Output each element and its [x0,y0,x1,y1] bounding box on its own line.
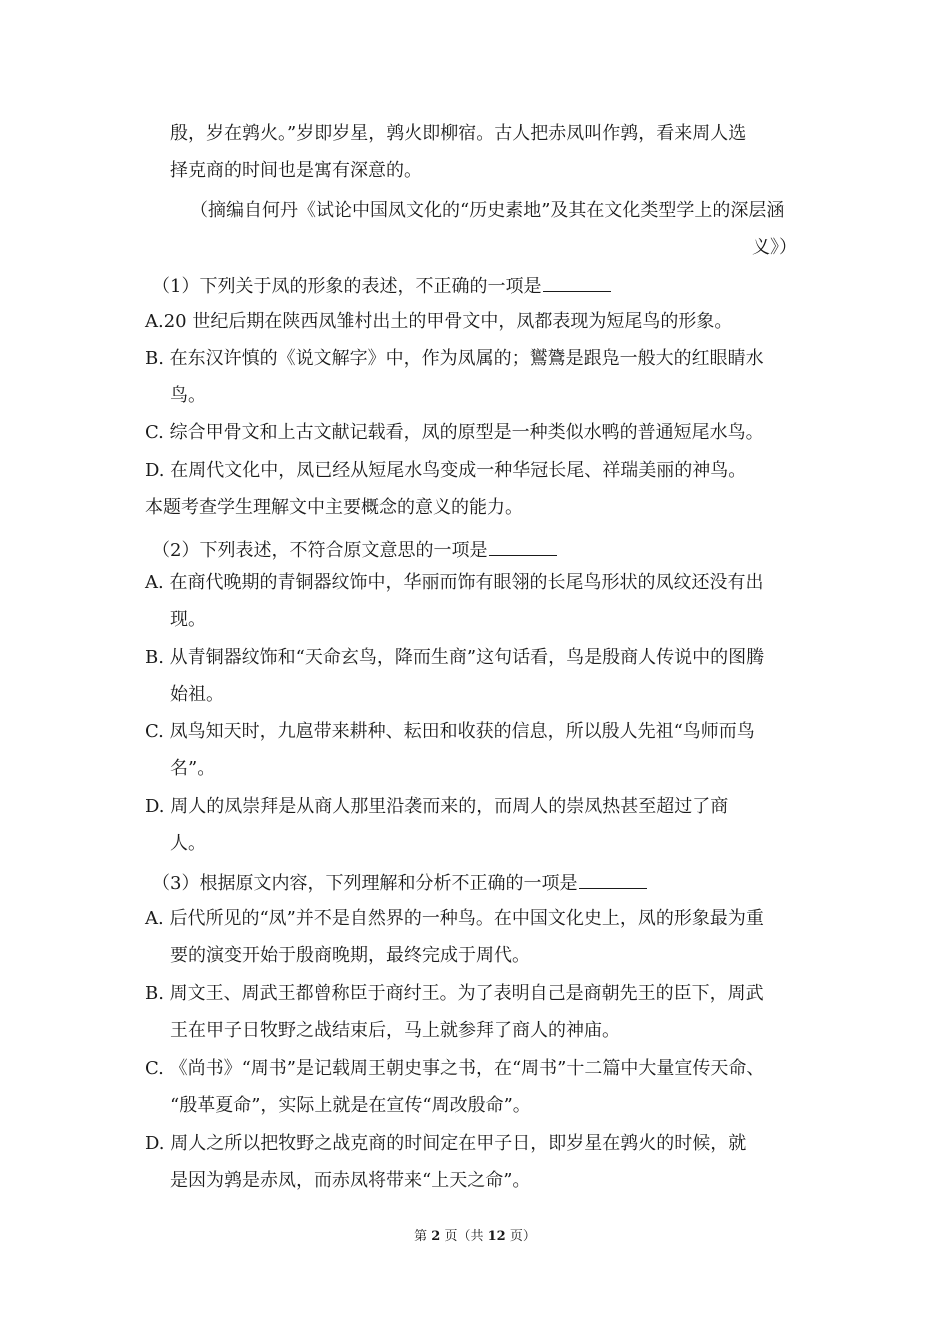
footer-middle: 页（共 [444,1229,484,1244]
answer-blank [579,870,647,889]
option-b-continued: 王在甲子日牧野之战结束后，马上就参拜了商人的神庙。 [170,1020,620,1041]
option-b: B. 在东汉许慎的《说文解字》中，作为凤属的；鸑鷟是跟凫一般大的红眼睛水 [145,348,764,369]
question-3-prompt [152,870,647,896]
footer-suffix: 页） [509,1229,536,1244]
option-d: D. 在周代文化中，凤已经从短尾水鸟变成一种华冠长尾、祥瑞美丽的神鸟。 [145,460,747,481]
option-c: C. 综合甲骨文和上古文献记载看，凤的原型是一种类似水鸭的普通短尾水鸟。 [145,422,764,443]
option-c-continued: 名”。 [170,758,216,779]
answer-note: 本题考查学生理解文中主要概念的意义的能力。 [145,497,523,518]
citation-line: 义》） [752,237,797,258]
question-1-prompt [152,273,611,299]
option-a: A. 后代所见的“凤”并不是自然界的一种鸟。在中国文化史上，凤的形象最为重 [145,908,764,929]
question-2-text: （2）下列表述，不符合原文意思的一项是 [152,540,488,561]
footer-prefix: 第 [414,1229,428,1244]
option-b-continued: 始祖。 [170,684,224,705]
option-d-continued: 是因为鹑是赤凤，而赤凤将带来“上天之命”。 [170,1170,531,1191]
question-3-text: （3）根据原文内容，下列理解和分析不正确的一项是 [152,873,578,894]
option-d-continued: 人。 [170,833,206,854]
option-b: B. 周文王、周武王都曾称臣于商纣王。为了表明自己是商朝先王的臣下，周武 [145,983,764,1004]
page-footer [0,1228,950,1246]
answer-blank [543,273,611,292]
option-d: D. 周人之所以把牧野之战克商的时间定在甲子日，即岁星在鹑火的时候，就 [145,1133,747,1154]
option-c: C. 凤鸟知天时，九扈带来耕种、耘田和收获的信息，所以殷人先祖“鸟师而鸟 [145,721,755,742]
option-a-continued: 现。 [170,609,206,630]
answer-blank [489,537,557,556]
passage-line: 殷，岁在鹑火。”岁即岁星，鹑火即柳宿。古人把赤凤叫作鹑，看来周人选 [170,123,747,144]
option-b-continued: 鸟。 [170,385,206,406]
question-1-text: （1）下列关于凤的形象的表述，不正确的一项是 [152,276,542,297]
option-a-continued: 要的演变开始于殷商晚期，最终完成于周代。 [170,945,530,966]
passage-line: 择克商的时间也是寓有深意的。 [170,160,422,181]
option-c: C. 《尚书》“周书”是记载周王朝史事之书，在“周书”十二篇中大量宣传天命、 [145,1058,765,1079]
total-page-count: 12 [487,1229,506,1244]
question-2-prompt [152,537,557,563]
citation-line: （摘编自何丹《试论中国凤文化的“历史素地”及其在文化类型学上的深层涵 [190,200,785,221]
option-c-continued: “殷革夏命”，实际上就是在宣传“周改殷命”。 [170,1095,531,1116]
option-b: B. 从青铜器纹饰和“天命玄鸟，降而生商”这句话看，鸟是殷商人传说中的图腾 [145,647,765,668]
option-a: A. 在商代晚期的青铜器纹饰中，华丽而饰有眼翎的长尾鸟形状的凤纹还没有出 [145,572,764,593]
current-page-number: 2 [431,1229,441,1244]
option-d: D. 周人的凤崇拜是从商人那里沿袭而来的，而周人的崇凤热甚至超过了商 [145,796,729,817]
option-a: A.20 世纪后期在陕西凤雏村出土的甲骨文中，凤都表现为短尾鸟的形象。 [145,311,733,332]
